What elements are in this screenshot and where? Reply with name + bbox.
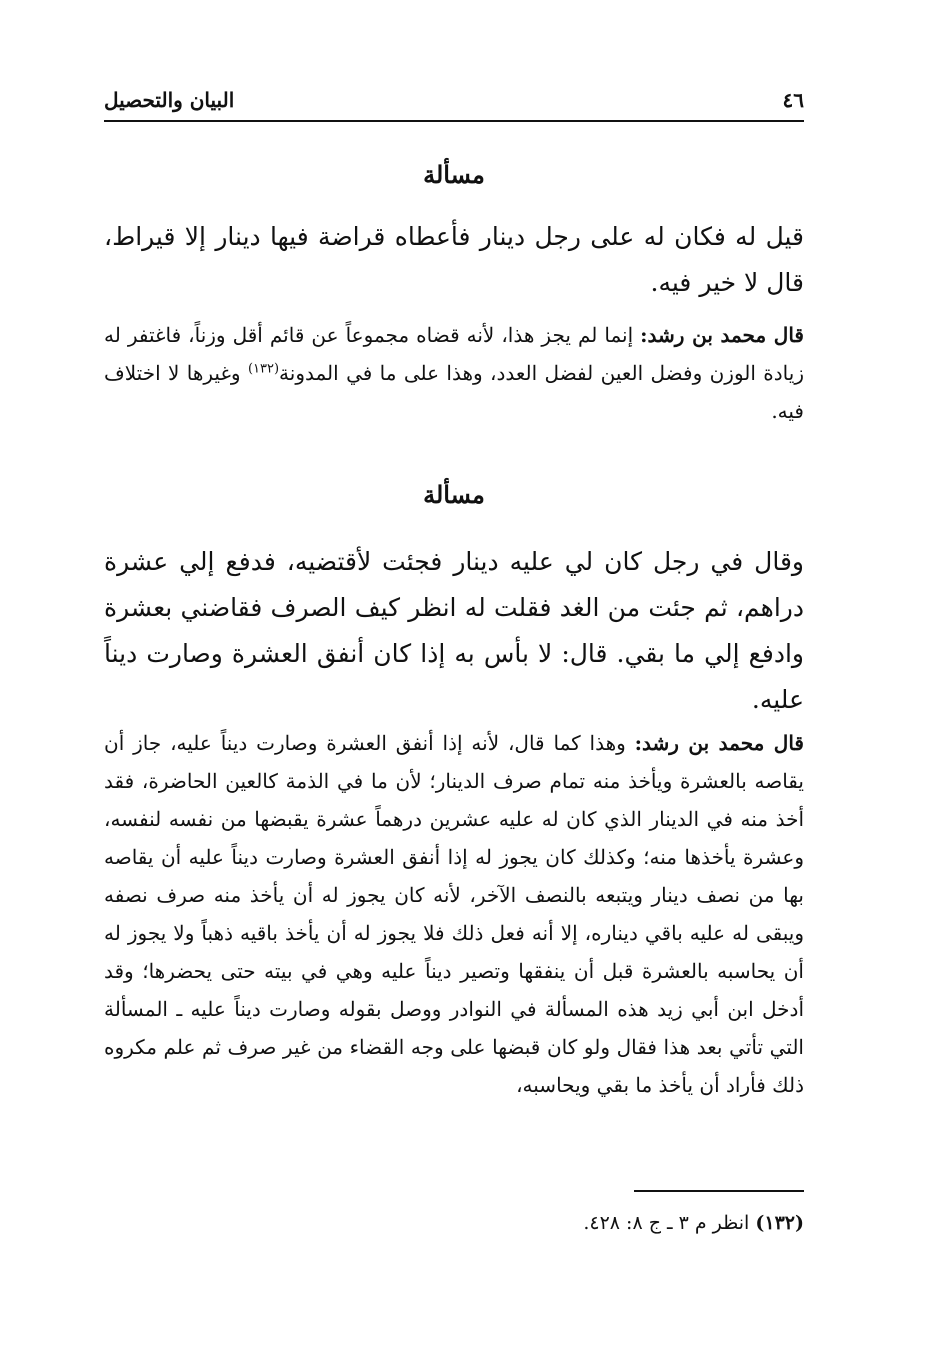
section-heading: مسألة — [423, 160, 485, 189]
section-heading: مسألة — [423, 480, 485, 509]
commentary-paragraph — [104, 724, 804, 1104]
commentary-text: إنما لم يجز هذا، لأنه قضاه مجموعاً عن قائم أقل وزناً، فاغتفر له زيادة الوزن وفضل العين لفضل العدد، وهذا على ما في المدونة — [104, 323, 804, 385]
question-paragraph: قيل له فكان له على رجل دينار فأعطاه قراضة فيها دينار إلا قيراط، قال لا خير فيه. — [104, 222, 804, 297]
footnote — [104, 1208, 804, 1238]
commentary-text: وهذا كما قال، لأنه إذا أنفق العشرة وصارت ديناً عليه، جاز أن يقاصه بالعشرة ويأخذ منه تمام صرف الدينار؛ لأن ما في الذمة كالعين الحاضرة، فقد أخذ منه في الدينار الذي كان له عليه عشرين درهماً عشرة يقبضها من نفسه لنفسه، وعشرة يأخذها منه؛ وكذلك كان يجوز له إذا أنفق العشرة وصارت ديناً عليه أن يقاصه بها من نصف دينار ويتبعه بالنصف الآخر، لأنه كان يجوز له أن يأخذ منه صرف نصفه ويبقى له عليه باقي ديناره، إلا أنه فعل ذلك فلا يجوز له أن يأخذ باقيه ذهباً ولا يجوز له أن يحاسبه بالعشرة قبل أن ينفقها وتصير ديناً عليه وهي في بيته حتى يحضرها؛ وقد أدخل ابن أبي زيد هذه المسألة في النوادر ووصل بقوله وصارت ديناً عليه ـ المسألة التي تأتي بعد هذا فقال ولو كان قبضها على وجه القضاء من غير صرف ثم علم مكروه ذلك فأراد أن يأخذ ما بقي ويحاسبه، — [104, 731, 805, 1097]
commentary-text-continued: وغيرها لا اختلاف فيه. — [104, 361, 804, 423]
document-page — [104, 84, 804, 1284]
footnote-reference: (١٣٢) — [247, 361, 280, 377]
page-header — [104, 84, 804, 122]
commentary-lead: قال محمد بن رشد: — [640, 323, 804, 347]
page-number: ٤٦ — [782, 88, 804, 112]
footnote-number: (١٣٢) — [755, 1212, 804, 1234]
commentary-paragraph — [104, 316, 804, 430]
footnote-text: انظر م ٣ ـ ج ٨: ٤٢٨. — [583, 1212, 756, 1234]
question-paragraph: وقال في رجل كان لي عليه دينار فجئت لأقتضيه، فدفع إلي عشرة دراهم، ثم جئت من الغد فقلت له انظر كيف الصرف فقاضني بعشرة وادفع إلي ما بقي. قال: لا بأس به إذا كان أنفق العشرة وصارت ديناً عليه. — [104, 547, 804, 714]
running-head: البيان والتحصيل — [104, 88, 235, 112]
commentary-lead: قال محمد بن رشد: — [634, 731, 804, 755]
footnote-divider — [634, 1190, 804, 1192]
